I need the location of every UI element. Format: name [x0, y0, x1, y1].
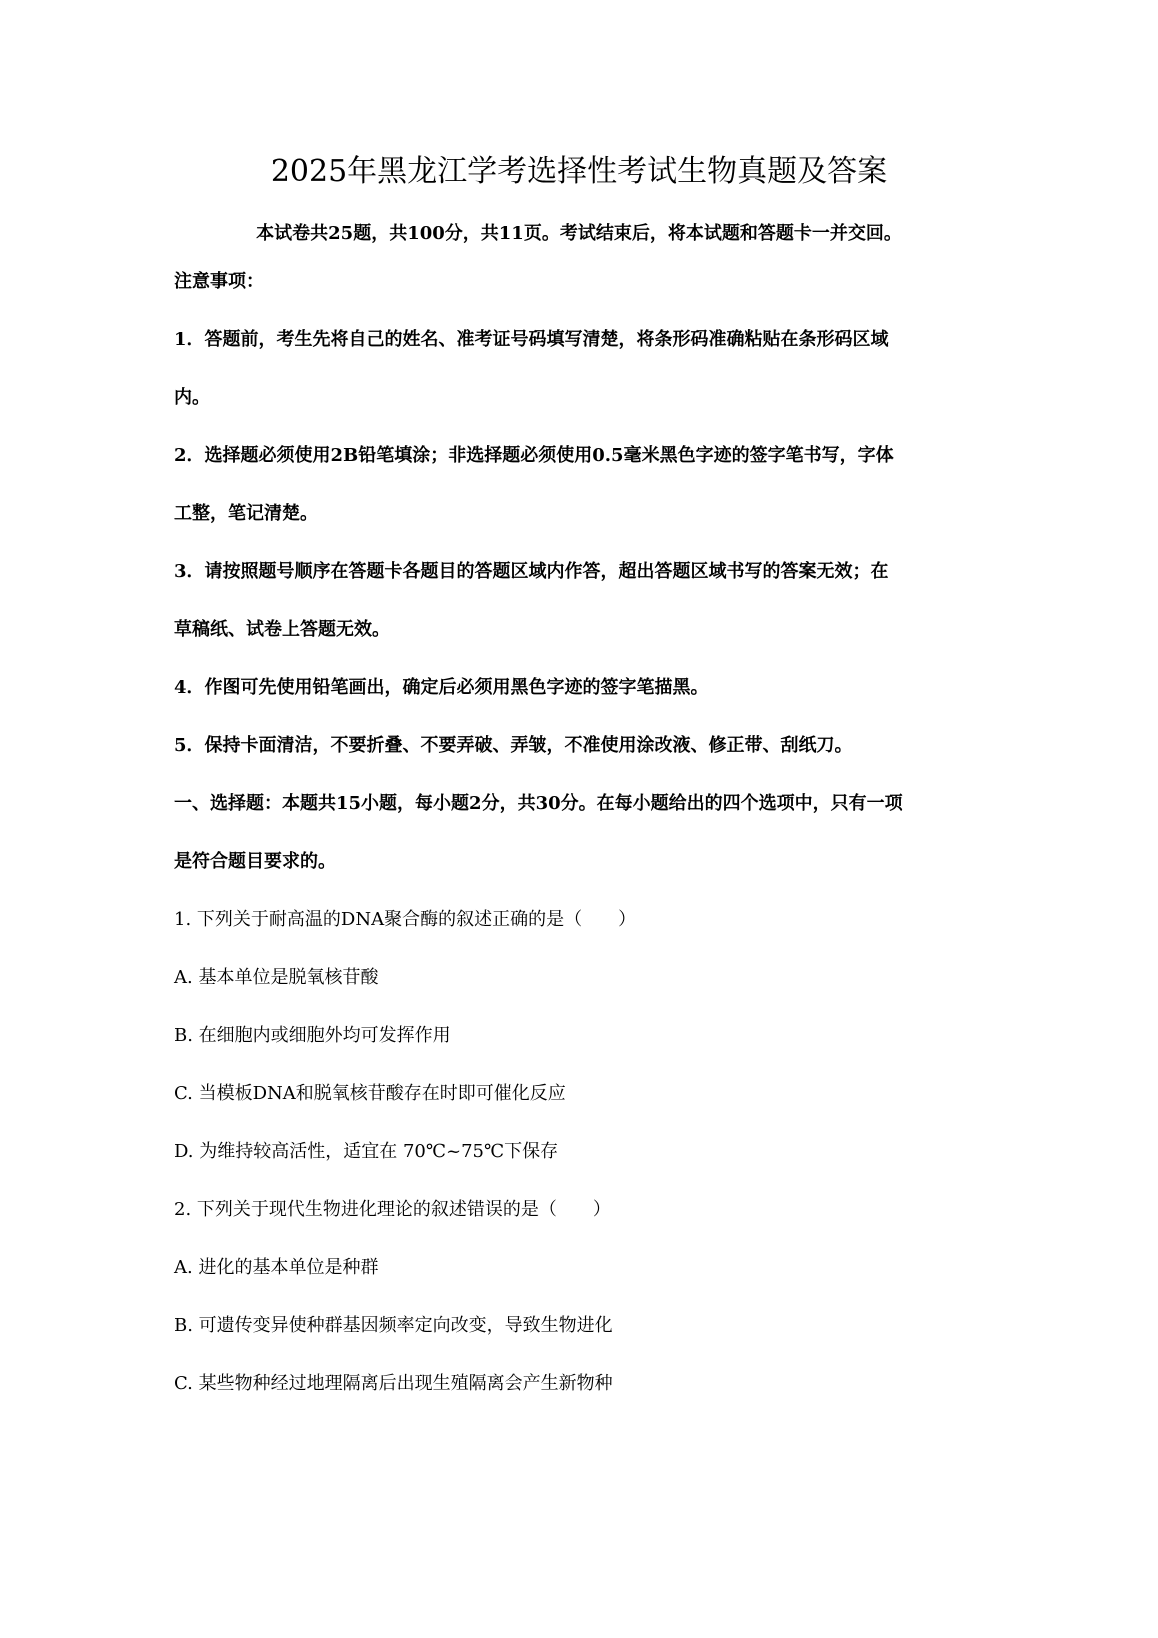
question-1-option-a: A. 基本单位是脱氧核苷酸	[174, 967, 379, 988]
notice-line-3-cont: 草稿纸、试卷上答题无效。	[174, 619, 390, 640]
question-2-stem: 2. 下列关于现代生物进化理论的叙述错误的是（ ）	[174, 1199, 611, 1220]
notice-line-2-cont: 工整，笔记清楚。	[174, 503, 318, 524]
section-heading-cont: 是符合题目要求的。	[174, 851, 336, 872]
notice-line-4: 4．作图可先使用铅笔画出，确定后必须用黑色字迹的签字笔描黑。	[174, 677, 709, 698]
question-1-stem: 1. 下列关于耐高温的DNA聚合酶的叙述正确的是（ ）	[174, 909, 637, 930]
question-1-option-c: C. 当模板DNA和脱氧核苷酸存在时即可催化反应	[174, 1083, 566, 1104]
question-1-option-b: B. 在细胞内或细胞外均可发挥作用	[174, 1025, 451, 1046]
question-1-option-d: D. 为维持较高活性，适宜在 70℃~75℃下保存	[174, 1141, 559, 1162]
notice-line-5: 5．保持卡面清洁，不要折叠、不要弄破、弄皱，不准使用涂改液、修正带、刮纸刀。	[174, 735, 853, 756]
question-2-option-c: C. 某些物种经过地理隔离后出现生殖隔离会产生新物种	[174, 1373, 613, 1394]
notice-line-1-cont: 内。	[174, 387, 210, 408]
exam-intro: 本试卷共25题，共100分，共11页。考试结束后，将本试题和答题卡一并交回。	[256, 223, 902, 244]
notice-line-3: 3．请按照题号顺序在答题卡各题目的答题区域内作答，超出答题区域书写的答案无效；在	[174, 561, 889, 582]
notice-heading: 注意事项：	[174, 271, 264, 292]
section-heading: 一、选择题：本题共15小题，每小题2分，共30分。在每小题给出的四个选项中，只有一项	[174, 793, 903, 814]
notice-line-2: 2．选择题必须使用2B铅笔填涂；非选择题必须使用0.5毫米黑色字迹的签字笔书写，字体	[174, 445, 894, 466]
page-title: 2025年黑龙江学考选择性考试生物真题及答案	[270, 154, 888, 189]
question-2-option-a: A. 进化的基本单位是种群	[174, 1257, 379, 1278]
question-2-option-b: B. 可遗传变异使种群基因频率定向改变，导致生物进化	[174, 1315, 613, 1336]
notice-line-1: 1．答题前，考生先将自己的姓名、准考证号码填写清楚，将条形码准确粘贴在条形码区域	[174, 329, 889, 350]
